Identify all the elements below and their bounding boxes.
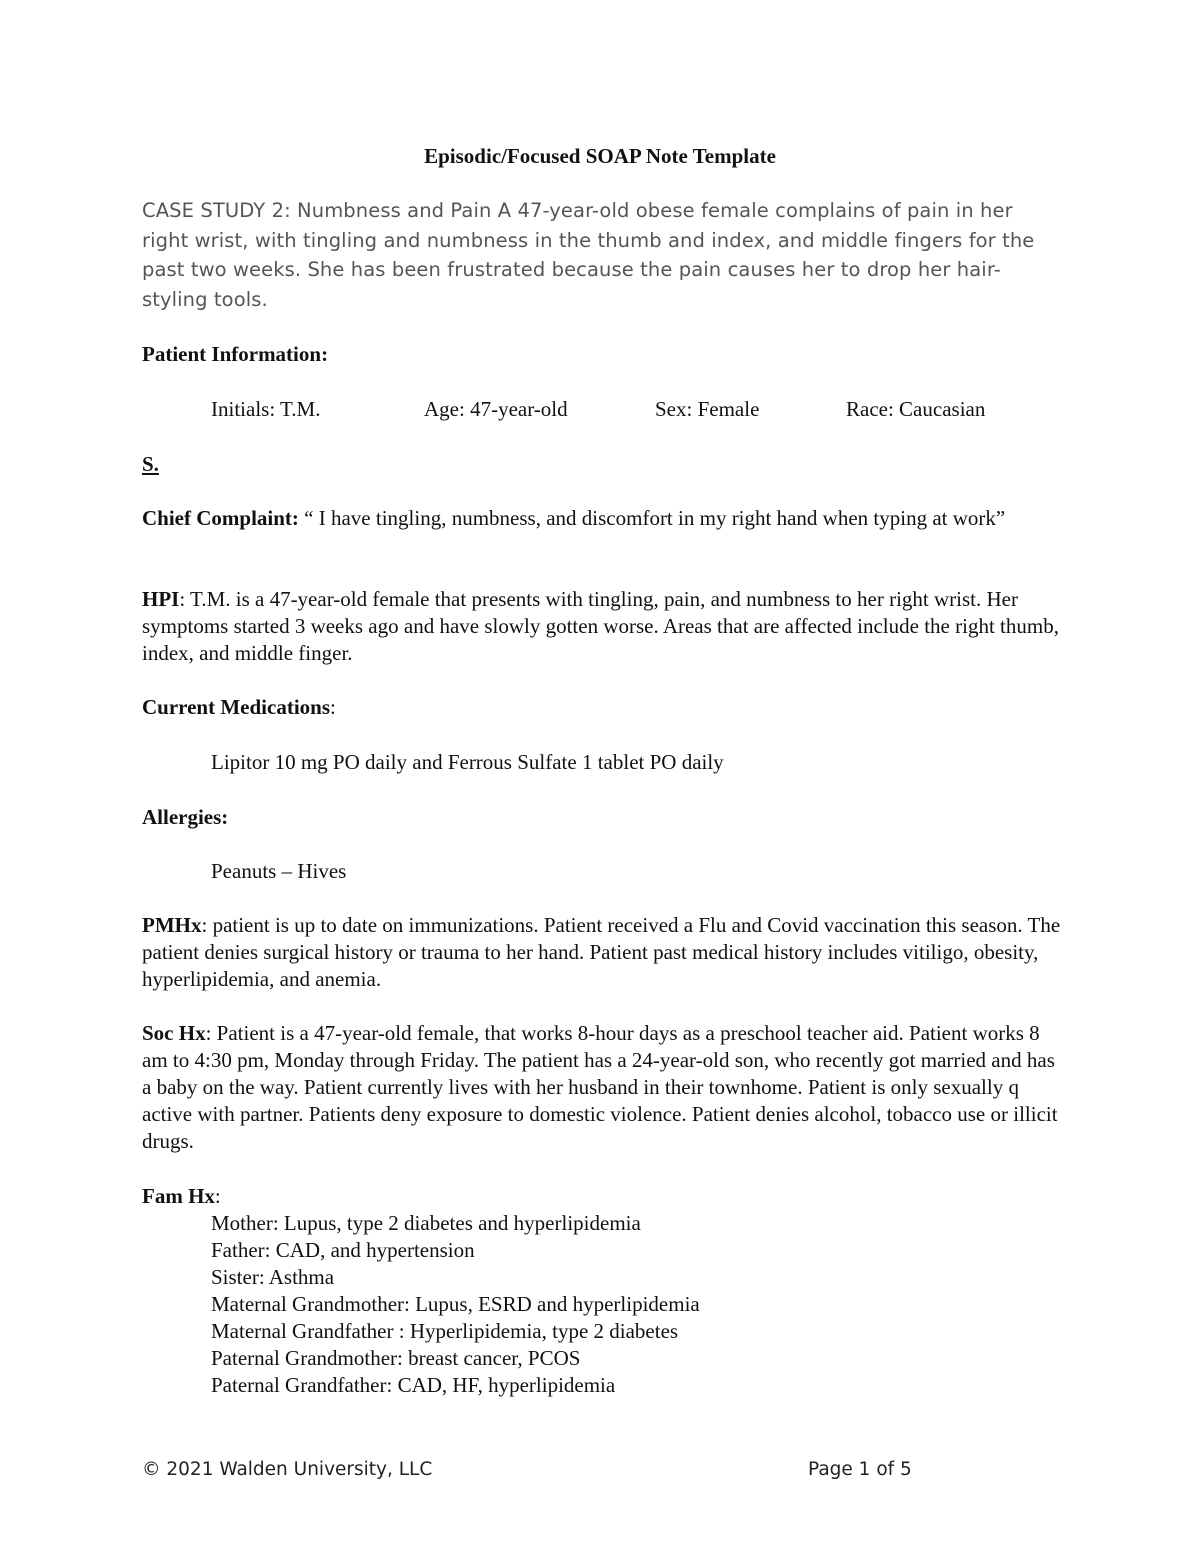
- subjective-heading: S.: [142, 452, 159, 476]
- medications-heading: Current Medications:: [142, 695, 336, 719]
- medications-text: Lipitor 10 mg PO daily and Ferrous Sulfate 1 tablet PO daily: [211, 750, 724, 774]
- list-item: Paternal Grandfather: CAD, HF, hyperlipidemia: [211, 1373, 616, 1397]
- patient-age: Age: 47-year-old: [424, 397, 568, 421]
- hpi-section: [142, 586, 1062, 667]
- chief-complaint: [142, 505, 1062, 532]
- allergies-heading: Allergies:: [142, 805, 229, 829]
- fam-hx-heading: Fam Hx:: [142, 1184, 221, 1208]
- pmhx-section: [142, 912, 1062, 993]
- chief-complaint-text: “ I have tingling, numbness, and discomfort in my right hand when typing at work”: [298, 506, 1006, 530]
- list-item: Maternal Grandfather : Hyperlipidemia, type 2 diabetes: [211, 1319, 679, 1343]
- patient-race: Race: Caucasian: [846, 397, 986, 421]
- hpi-label: HPI: [142, 587, 180, 611]
- document-title: Episodic/Focused SOAP Note Template: [424, 144, 776, 168]
- case-study-text: CASE STUDY 2: Numbness and Pain A 47-year-old obese female complains of pain in her right wrist, with tingling and numbness in the thumb and index, and middle fingers for the past two weeks. She has been frustrated because the pain causes her to drop her hair-styling tools.: [142, 199, 1035, 311]
- soc-hx-section: [142, 1020, 1062, 1155]
- soc-hx-label: Soc Hx: [142, 1021, 206, 1045]
- allergies-text: Peanuts – Hives: [211, 859, 347, 883]
- list-item: Paternal Grandmother: breast cancer, PCOS: [211, 1346, 581, 1370]
- patient-initials: Initials: T.M.: [211, 397, 321, 421]
- list-item: Maternal Grandmother: Lupus, ESRD and hyperlipidemia: [211, 1292, 700, 1316]
- pmhx-label: PMHx: [142, 913, 202, 937]
- soc-hx-text: : Patient is a 47-year-old female, that works 8-hour days as a preschool teacher aid. Patient works 8 am to 4:30 pm, Monday through Friday. The patient has a 24-year-old son, who recently got married and has a baby on the way. Patient currently lives with her husband in their townhome. Patient is only sexually q active with partner. Patients deny exposure to domestic violence. Patient denies alcohol, tobacco use or illicit drugs.: [142, 1021, 1058, 1153]
- list-item: Father: CAD, and hypertension: [211, 1238, 475, 1262]
- patient-info-heading: Patient Information:: [142, 342, 329, 366]
- list-item: Mother: Lupus, type 2 diabetes and hyperlipidemia: [211, 1211, 641, 1235]
- chief-complaint-label: Chief Complaint:: [142, 506, 299, 530]
- hpi-text: : T.M. is a 47-year-old female that presents with tingling, pain, and numbness to her right wrist. Her symptoms started 3 weeks ago and have slowly gotten worse. Areas that are affected include the right thumb, index, and middle finger.: [142, 587, 1059, 665]
- pmhx-text: : patient is up to date on immunizations. Patient received a Flu and Covid vaccination this season. The patient denies surgical history or trauma to her hand. Patient past medical history includes vitiligo, obesity, hyperlipidemia, and anemia.: [142, 913, 1061, 991]
- patient-sex: Sex: Female: [655, 397, 760, 421]
- fam-hx-list: [211, 1210, 700, 1399]
- footer-page-number: Page 1 of 5: [808, 1459, 912, 1480]
- footer-copyright: © 2021 Walden University, LLC: [142, 1459, 433, 1480]
- list-item: Sister: Asthma: [211, 1265, 335, 1289]
